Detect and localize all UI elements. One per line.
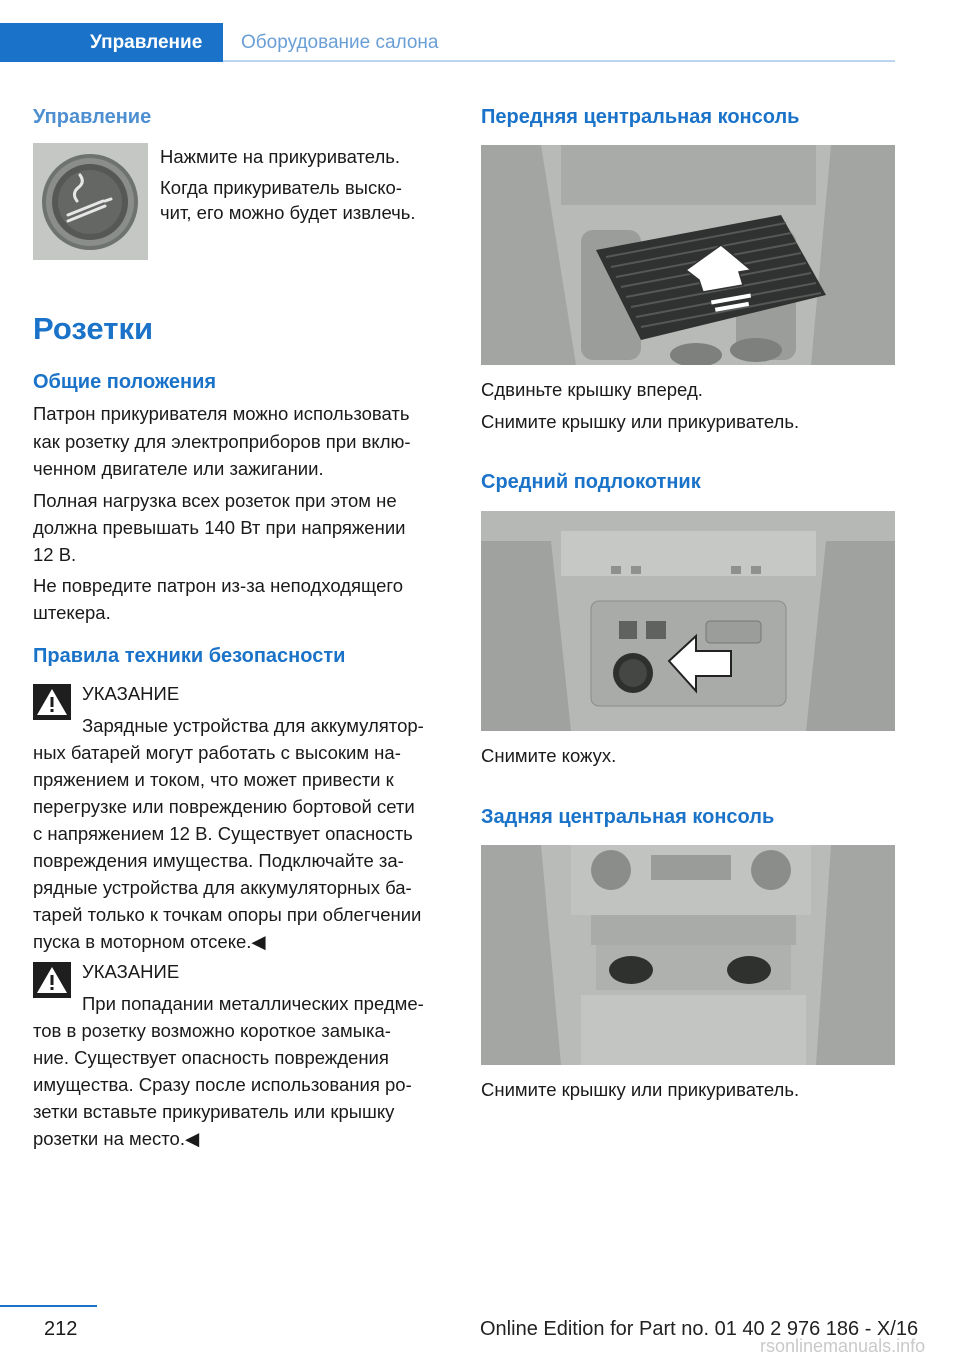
lighter-heading: Управление xyxy=(33,106,152,128)
page-number-rule xyxy=(0,1305,97,1307)
warning-icon xyxy=(33,962,71,998)
warning-icon xyxy=(33,684,71,720)
warning1-line-8: тарей только к точкам опоры при облегчении xyxy=(33,904,422,925)
warning1-label: УКАЗАНИЕ xyxy=(82,683,180,704)
lighter-line-3: чит, его можно будет извлечь. xyxy=(160,202,416,223)
watermark: rsonlinemanuals.info xyxy=(760,1336,926,1356)
page-number: 212 xyxy=(44,1318,78,1340)
general-p2-line-3: 12 В. xyxy=(33,544,77,565)
warning1-line-9: пуска в моторном отсеке.◀ xyxy=(33,931,266,952)
lighter-line-1: Нажмите на прикуриватель. xyxy=(160,146,401,167)
rear-line: Снимите крышку или прикуриватель. xyxy=(481,1079,800,1100)
general-heading: Общие положения xyxy=(33,371,217,393)
safety-heading: Правила техники безопасности xyxy=(33,645,346,667)
armrest-line: Снимите кожух. xyxy=(481,745,617,766)
general-p2-line-1: Полная нагрузка всех розеток при этом не xyxy=(33,490,397,511)
rear-console-image xyxy=(481,845,895,1065)
general-p2-line-2: должна превышать 140 Вт при напряжении xyxy=(33,517,406,538)
warning2-line-5: зетки вставьте прикуриватель или крышку xyxy=(33,1101,395,1122)
lighter-image xyxy=(33,143,148,260)
front-line-1: Сдвиньте крышку вперед. xyxy=(481,379,703,400)
armrest-heading: Средний подлокотник xyxy=(481,471,701,493)
front-console-heading: Передняя центральная консоль xyxy=(481,106,800,128)
general-p1-line-2: как розетку для электроприборов при вклю‐ xyxy=(33,431,411,452)
front-console-image xyxy=(481,145,895,365)
warning1-line-4: перегрузке или повреждению бортовой сети xyxy=(33,796,415,817)
tab-oborudovanie-salona[interactable]: Оборудование салона xyxy=(241,32,439,53)
warning2-line-1: При попадании металлических предме‐ xyxy=(82,993,424,1014)
cigarette-lighter-icon xyxy=(33,143,148,260)
warning1-line-5: с напряжением 12 В. Существует опасность xyxy=(33,823,413,844)
warning2-line-4: имущества. Сразу после использования ро‐ xyxy=(33,1074,412,1095)
armrest-image xyxy=(481,511,895,731)
front-line-2: Снимите крышку или прикуриватель. xyxy=(481,411,800,432)
warning1-line-2: ных батарей могут работать с высоким на‐ xyxy=(33,742,401,763)
header-divider xyxy=(223,60,895,62)
rear-console-heading: Задняя центральная консоль xyxy=(481,806,775,828)
warning2-label: УКАЗАНИЕ xyxy=(82,961,180,982)
general-p1-line-3: ченном двигателе или зажигании. xyxy=(33,458,324,479)
warning1-line-1: Зарядные устройства для аккумулятор‐ xyxy=(82,715,424,736)
tab-upravlenie[interactable]: Управление xyxy=(0,23,223,62)
general-p1-line-1: Патрон прикуривателя можно использовать xyxy=(33,403,410,424)
warning2-line-2: тов в розетку возможно короткое замыка‐ xyxy=(33,1020,391,1041)
sockets-title: Розетки xyxy=(33,311,154,346)
lighter-line-2: Когда прикуриватель выско‐ xyxy=(160,177,402,198)
warning1-line-7: рядные устройства для аккумуляторных ба‐ xyxy=(33,877,412,898)
general-p3-line-1: Не повредите патрон из-за неподходящего xyxy=(33,575,403,596)
warning2-line-6: розетки на место.◀ xyxy=(33,1128,200,1149)
warning1-line-3: пряжением и током, что может привести к xyxy=(33,769,394,790)
warning1-line-6: повреждения имущества. Подключайте за‐ xyxy=(33,850,404,871)
warning2-line-3: ние. Существует опасность повреждения xyxy=(33,1047,389,1068)
general-p3-line-2: штекера. xyxy=(33,602,111,623)
edition-footer: Online Edition for Part no. 01 40 2 976 186 - X/16 xyxy=(480,1318,919,1340)
